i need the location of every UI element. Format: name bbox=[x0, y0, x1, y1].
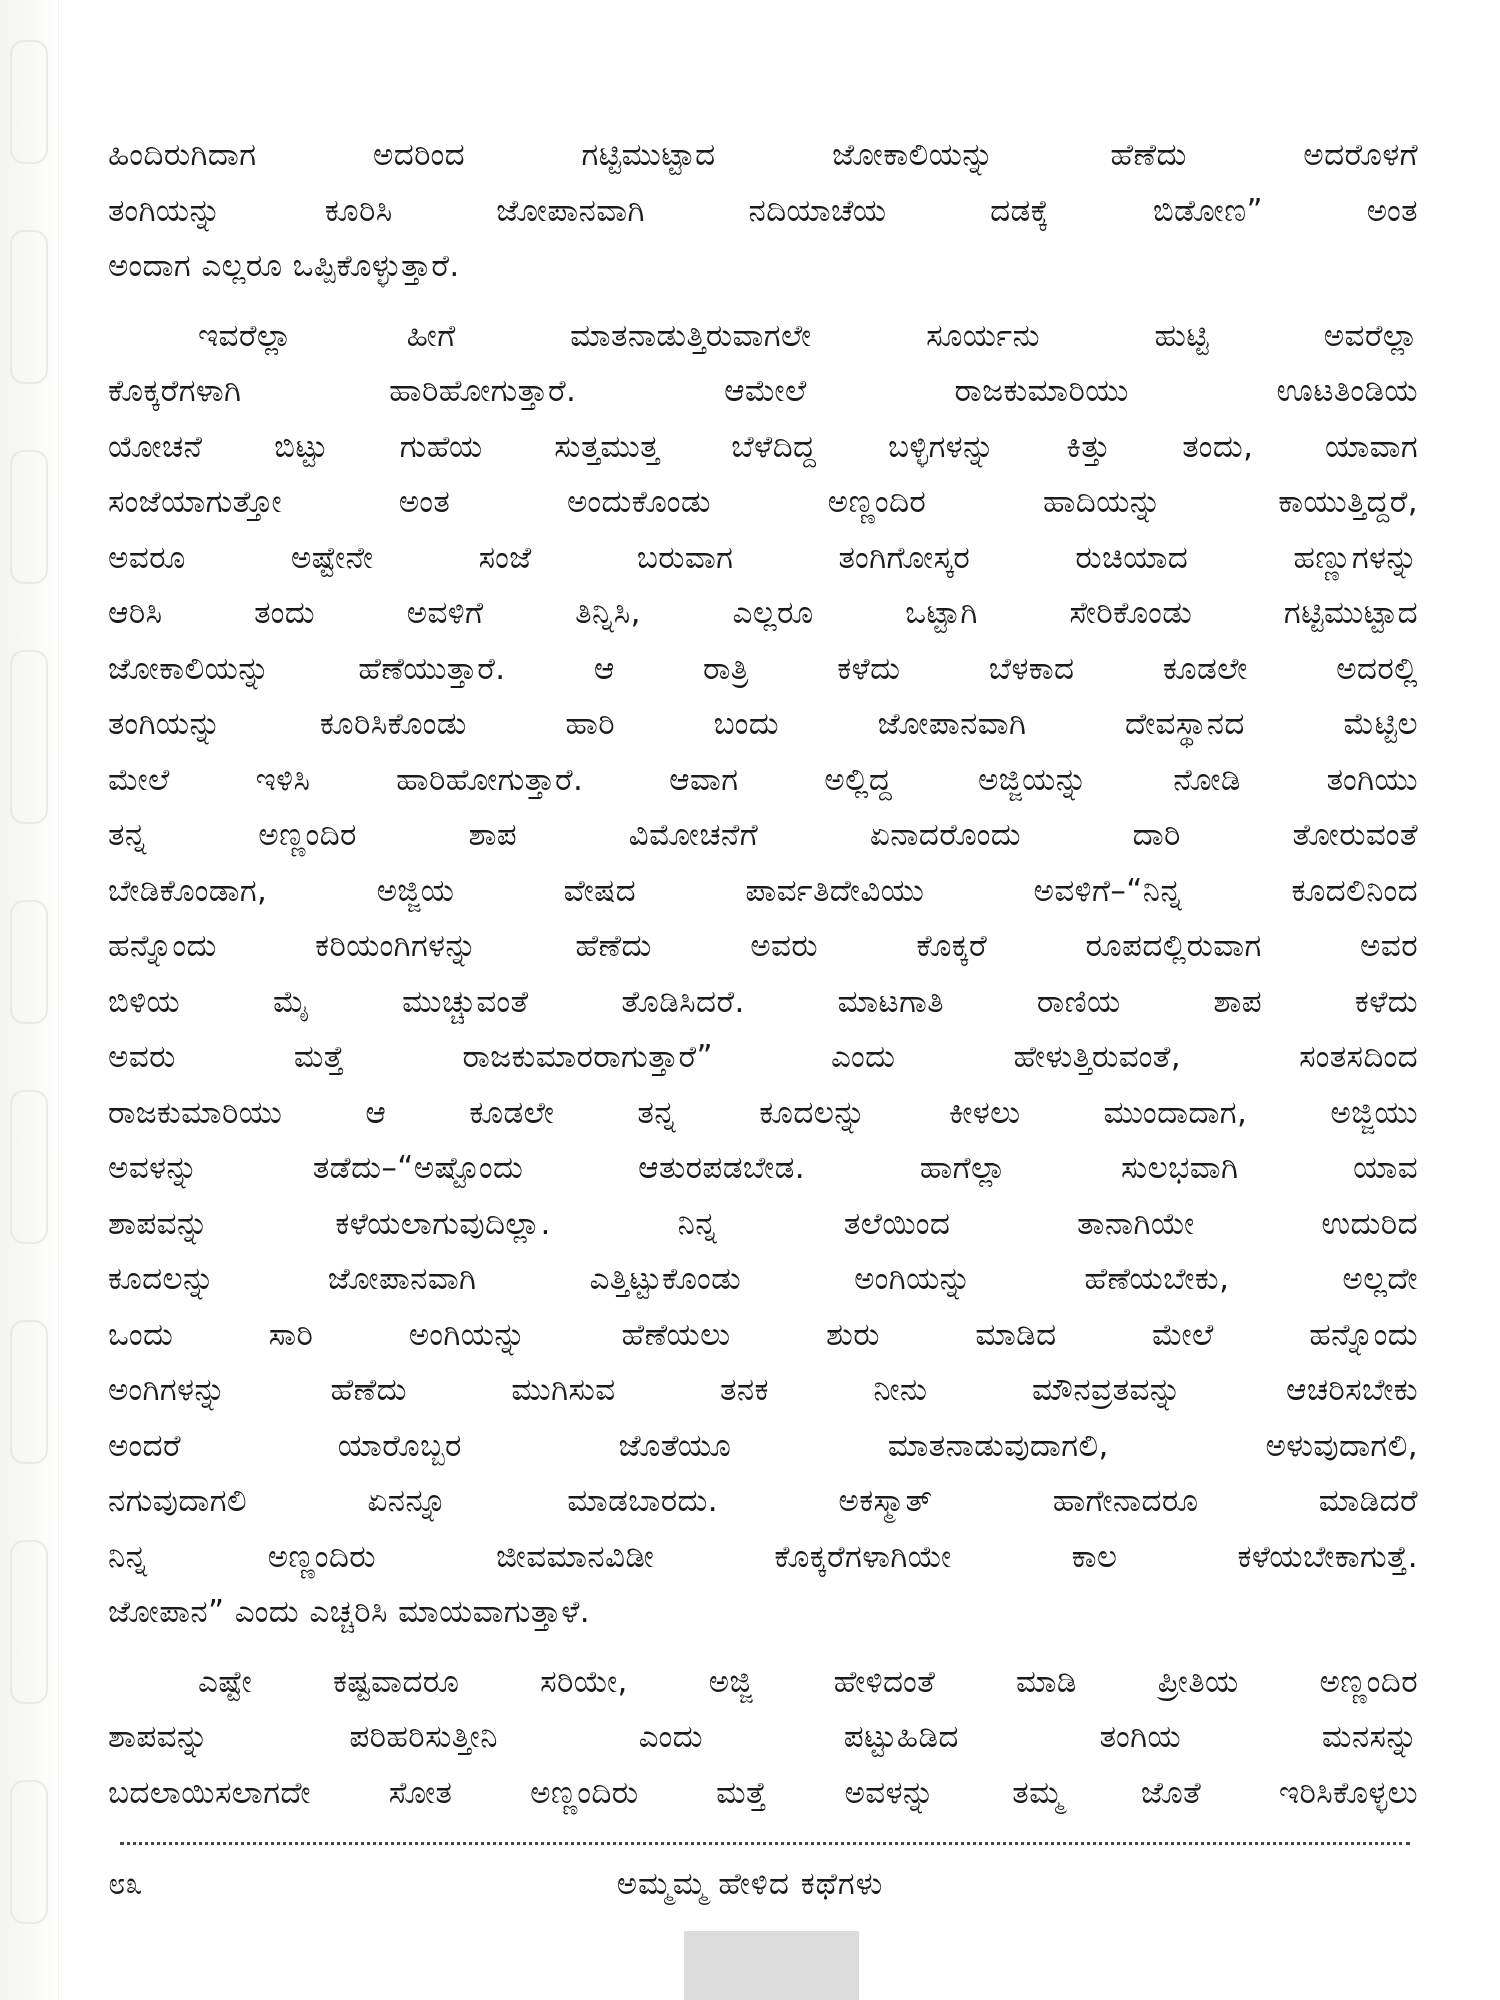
text-line-23: ಅಂಗಿಗಳನ್ನು ಹೆಣೆದು ಮುಗಿಸುವ ತನಕ ನೀನು ಮೌನವ್ರತವನ್ನು ಆಚರಿಸಬೇಕು bbox=[108, 1372, 1418, 1408]
text-line-10: ಜೋಕಾಲಿಯನ್ನು ಹೆಣೆಯುತ್ತಾರೆ. ಆ ರಾತ್ರಿ ಕಳೆದು ಬೆಳಕಾದ ಕೂಡಲೇ ಅದರಲ್ಲಿ bbox=[108, 650, 1418, 687]
text-line-18: ರಾಜಕುಮಾರಿಯು ಆ ಕೂಡಲೇ ತನ್ನ ಕೂದಲನ್ನು ಕೀಳಲು ಮುಂದಾದಾಗ, ಅಜ್ಜಿಯು bbox=[108, 1094, 1418, 1131]
text-line-6: ಯೋಚನೆ ಬಿಟ್ಟು ಗುಹೆಯ ಸುತ್ತಮುತ್ತ ಬೆಳೆದಿದ್ದ ಬಳ್ಳಿಗಳನ್ನು ಕಿತ್ತು ತಂದು, ಯಾವಾಗ bbox=[108, 428, 1418, 465]
text-line-28: ಎಷ್ಟೇ ಕಷ್ಟವಾದರೂ ಸರಿಯೇ, ಅಜ್ಜಿ ಹೇಳಿದಂತೆ ಮಾಡಿ ಪ್ರೀತಿಯ ಅಣ್ಣಂದಿರ bbox=[198, 1663, 1418, 1700]
text-line-30: ಬದಲಾಯಿಸಲಾಗದೇ ಸೋತ ಅಣ್ಣಂದಿರು ಮತ್ತೆ ಅವಳನ್ನು ತಮ್ಮ ಜೊತೆ ಇರಿಸಿಕೊಳ್ಳಲು bbox=[108, 1774, 1418, 1811]
text-line-3: ಅಂದಾಗ ಎಲ್ಲರೂ ಒಪ್ಪಿಕೊಳ್ಳುತ್ತಾರೆ. bbox=[108, 248, 460, 284]
text-line-24: ಅಂದರೆ ಯಾರೊಬ್ಬರ ಜೊತೆಯೂ ಮಾತನಾಡುವುದಾಗಲಿ, ಅಳುವುದಾಗಲಿ, bbox=[108, 1427, 1418, 1464]
text-line-29: ಶಾಪವನ್ನು ಪರಿಹರಿಸುತ್ತೀನಿ ಎಂದು ಪಟ್ಟುಹಿಡಿದ ತಂಗಿಯ ಮನಸನ್ನು bbox=[108, 1719, 1418, 1755]
page-number: ೮೩ bbox=[108, 1866, 143, 1902]
text-line-1: ಹಿಂದಿರುಗಿದಾಗ ಅದರಿಂದ ಗಟ್ಟಿಮುಟ್ಟಾದ ಜೋಕಾಲಿಯನ್ನು ಹೆಣೆದು ಅದರೊಳಗೆ bbox=[108, 137, 1418, 173]
text-line-26: ನಿನ್ನ ಅಣ್ಣಂದಿರು ಜೀವಮಾನವಿಡೀ ಕೊಕ್ಕರೆಗಳಾಗಿಯೇ ಕಾಲ ಕಳೆಯಬೇಕಾಗುತ್ತೆ. bbox=[108, 1538, 1418, 1575]
text-line-19: ಅವಳನ್ನು ತಡೆದು–“ಅಷ್ಟೊಂದು ಆತುರಪಡಬೇಡ. ಹಾಗೆಲ್ಲಾ ಸುಲಭವಾಗಿ ಯಾವ bbox=[108, 1150, 1418, 1186]
text-line-16: ಬಿಳಿಯ ಮೈ ಮುಚ್ಚುವಂತೆ ತೊಡಿಸಿದರೆ. ಮಾಟಗಾತಿ ರಾಣಿಯ ಶಾಪ ಕಳೆದು bbox=[108, 983, 1418, 1020]
text-line-27: ಜೋಪಾನ” ಎಂದು ಎಚ್ಚರಿಸಿ ಮಾಯವಾಗುತ್ತಾಳೆ. bbox=[108, 1594, 590, 1630]
body-text bbox=[108, 128, 1418, 1821]
text-line-22: ಒಂದು ಸಾರಿ ಅಂಗಿಯನ್ನು ಹೆಣೆಯಲು ಶುರು ಮಾಡಿದ ಮೇಲೆ ಹನ್ನೊಂದು bbox=[108, 1316, 1418, 1353]
scan-gray-patch bbox=[684, 1931, 859, 2000]
text-line-13: ತನ್ನ ಅಣ್ಣಂದಿರ ಶಾಪ ವಿಮೋಚನೆಗೆ ಏನಾದರೊಂದು ದಾರಿ ತೋರುವಂತೆ bbox=[108, 817, 1418, 853]
text-line-14: ಬೇಡಿಕೊಂಡಾಗ, ಅಜ್ಜಿಯ ವೇಷದ ಪಾರ್ವತಿದೇವಿಯು ಅವಳಿಗೆ–“ನಿನ್ನ ಕೂದಲಿನಿಂದ bbox=[108, 872, 1418, 909]
text-line-25: ನಗುವುದಾಗಲಿ ಏನನ್ನೂ ಮಾಡಬಾರದು. ಅಕಸ್ಮಾತ್ ಹಾಗೇನಾದರೂ ಮಾಡಿದರೆ bbox=[108, 1483, 1418, 1519]
text-line-7: ಸಂಜೆಯಾಗುತ್ತೋ ಅಂತ ಅಂದುಕೊಂಡು ಅಣ್ಣಂದಿರ ಹಾದಿಯನ್ನು ಕಾಯುತ್ತಿದ್ದರೆ, bbox=[108, 484, 1418, 520]
text-line-9: ಆರಿಸಿ ತಂದು ಅವಳಿಗೆ ತಿನ್ನಿಸಿ, ಎಲ್ಲರೂ ಒಟ್ಟಾಗಿ ಸೇರಿಕೊಂಡು ಗಟ್ಟಿಮುಟ್ಟಾದ bbox=[108, 595, 1418, 631]
text-line-12: ಮೇಲೆ ಇಳಿಸಿ ಹಾರಿಹೋಗುತ್ತಾರೆ. ಆವಾಗ ಅಲ್ಲಿದ್ದ ಅಜ್ಜಿಯನ್ನು ನೋಡಿ ತಂಗಿಯು bbox=[108, 761, 1418, 798]
text-line-17: ಅವರು ಮತ್ತೆ ರಾಜಕುಮಾರರಾಗುತ್ತಾರೆ” ಎಂದು ಹೇಳುತ್ತಿರುವಂತೆ, ಸಂತಸದಿಂದ bbox=[108, 1039, 1418, 1075]
page-margin-edge bbox=[0, 0, 59, 2000]
text-line-21: ಕೂದಲನ್ನು ಜೋಪಾನವಾಗಿ ಎತ್ತಿಟ್ಟುಕೊಂಡು ಅಂಗಿಯನ್ನು ಹೆಣೆಯಬೇಕು, ಅಲ್ಲದೇ bbox=[108, 1261, 1418, 1297]
footer-divider bbox=[120, 1842, 1410, 1845]
text-line-2: ತಂಗಿಯನ್ನು ಕೂರಿಸಿ ಜೋಪಾನವಾಗಿ ನದಿಯಾಚೆಯ ದಡಕ್ಕೆ ಬಿಡೋಣ” ಅಂತ bbox=[108, 192, 1418, 229]
running-title: ಅಮ್ಮಮ್ಮ ಹೇಳಿದ ಕಥೆಗಳು bbox=[616, 1866, 884, 1902]
text-line-4: ಇವರೆಲ್ಲಾ ಹೀಗೆ ಮಾತನಾಡುತ್ತಿರುವಾಗಲೇ ಸೂರ್ಯನು ಹುಟ್ಟಿ ಅವರೆಲ್ಲಾ bbox=[198, 317, 1418, 354]
text-line-15: ಹನ್ನೊಂದು ಕರಿಯಂಗಿಗಳನ್ನು ಹೆಣೆದು ಅವರು ಕೊಕ್ಕರೆ ರೂಪದಲ್ಲಿರುವಾಗ ಅವರ bbox=[108, 928, 1418, 964]
text-line-11: ತಂಗಿಯನ್ನು ಕೂರಿಸಿಕೊಂಡು ಹಾರಿ ಬಂದು ಜೋಪಾನವಾಗಿ ದೇವಸ್ಥಾನದ ಮೆಟ್ಟಿಲ bbox=[108, 706, 1418, 742]
text-line-8: ಅವರೂ ಅಷ್ಟೇನೇ ಸಂಜೆ ಬರುವಾಗ ತಂಗಿಗೋಸ್ಕರ ರುಚಿಯಾದ ಹಣ್ಣುಗಳನ್ನು bbox=[108, 539, 1418, 576]
text-line-5: ಕೊಕ್ಕರೆಗಳಾಗಿ ಹಾರಿಹೋಗುತ್ತಾರೆ. ಆಮೇಲೆ ರಾಜಕುಮಾರಿಯು ಊಟತಿಂಡಿಯ bbox=[108, 373, 1418, 409]
text-line-20: ಶಾಪವನ್ನು ಕಳೆಯಲಾಗುವುದಿಲ್ಲಾ. ನಿನ್ನ ತಲೆಯಿಂದ ತಾನಾಗಿಯೇ ಉದುರಿದ bbox=[108, 1205, 1418, 1242]
